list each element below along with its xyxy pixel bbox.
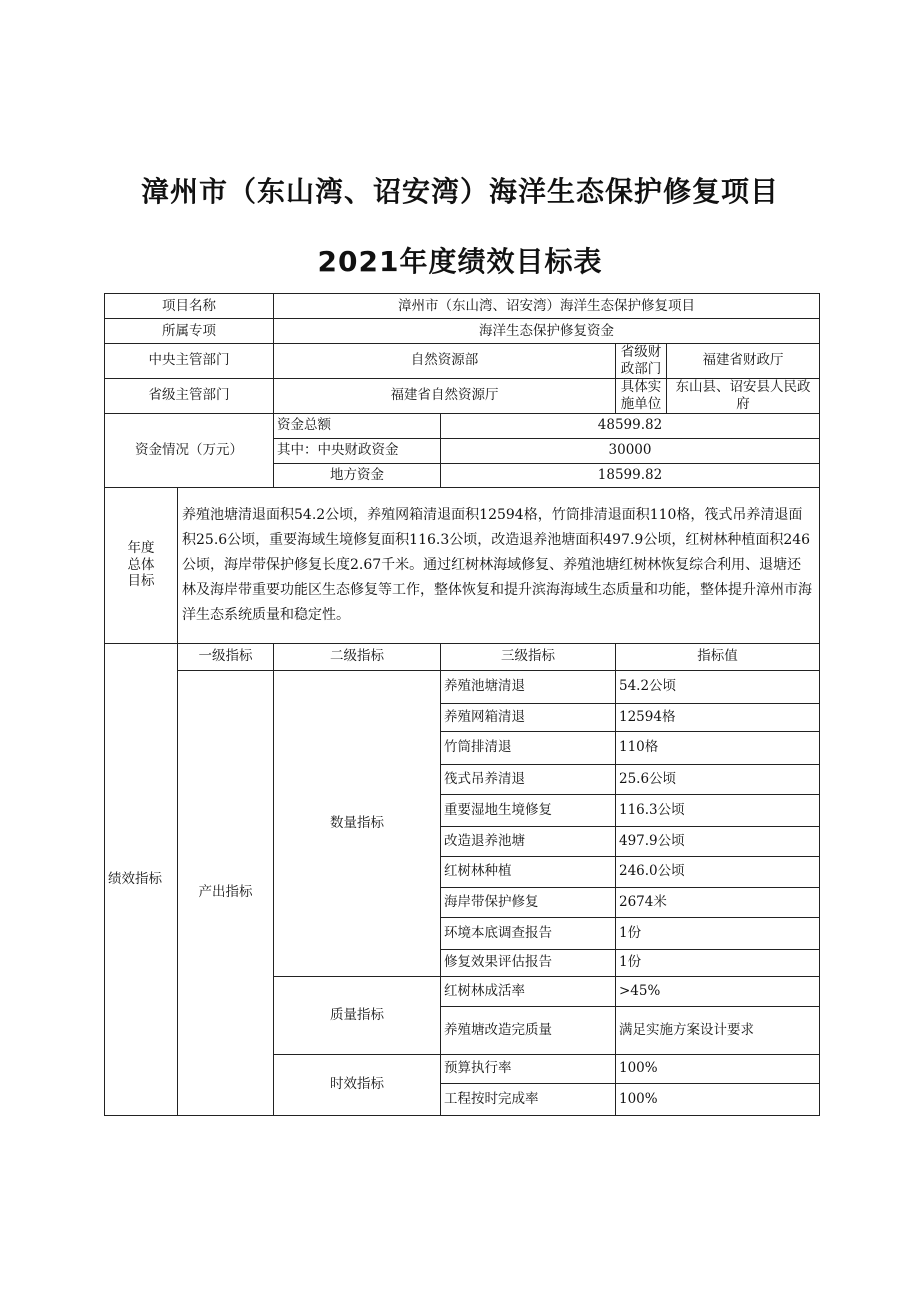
indicator-value: 54.2公顷 <box>616 670 820 703</box>
indicator-value: 1份 <box>616 917 820 949</box>
indicator-name: 环境本底调查报告 <box>441 917 616 949</box>
indicator-value: 25.6公顷 <box>616 764 820 794</box>
funds-central-label: 其中：中央财政资金 <box>274 438 441 463</box>
level2-quantity: 数量指标 <box>274 670 441 976</box>
indicator-value: 110格 <box>616 731 820 764</box>
funds-total-label: 资金总额 <box>274 413 441 438</box>
document-subtitle: 2021年度绩效目标表 <box>317 245 603 278</box>
level2-quality: 质量指标 <box>274 976 441 1054</box>
special-value: 海洋生态保护修复资金 <box>274 319 820 344</box>
special-label: 所属专项 <box>105 319 274 344</box>
level2-timeliness: 时效指标 <box>274 1054 441 1115</box>
indicator-value: 100% <box>616 1054 820 1083</box>
indicator-name: 养殖网箱清退 <box>441 703 616 731</box>
header-level2: 二级指标 <box>274 643 441 670</box>
perf-label: 绩效指标 <box>105 643 178 1115</box>
header-value: 指标值 <box>616 643 820 670</box>
document-title: 漳州市（东山湾、诏安湾）海洋生态保护修复项目 <box>140 175 779 208</box>
indicator-name: 改造退养池塘 <box>441 826 616 856</box>
impl-unit-label: 具体实施单位 <box>616 378 667 413</box>
prov-finance-label: 省级财政部门 <box>616 344 667 379</box>
impl-unit-value: 东山县、诏安县人民政府 <box>667 378 820 413</box>
central-dept-value: 自然资源部 <box>274 344 616 379</box>
indicator-name: 养殖塘改造完质量 <box>441 1006 616 1054</box>
indicator-name: 筏式吊养清退 <box>441 764 616 794</box>
indicator-name: 工程按时完成率 <box>441 1083 616 1115</box>
indicator-value: 1份 <box>616 949 820 976</box>
indicator-value: 12594格 <box>616 703 820 731</box>
indicator-value: 116.3公顷 <box>616 794 820 826</box>
indicator-name: 修复效果评估报告 <box>441 949 616 976</box>
indicator-value: 246.0公顷 <box>616 856 820 887</box>
indicator-value: 满足实施方案设计要求 <box>616 1006 820 1054</box>
project-name-value: 漳州市（东山湾、诏安湾）海洋生态保护修复项目 <box>274 294 820 319</box>
performance-table <box>104 293 819 1116</box>
annual-goal-text: 养殖池塘清退面积54.2公顷，养殖网箱清退面积12594格，竹筒排清退面积110格，筏式吊养清退面积25.6公顷，重要海域生境修复面积116.3公顷，改造退养池塘面积497.9公顷，红树林种植面积246公顷，海岸带保护修复长度2.67千米。通过红树林海域修复、养殖池塘红树林恢复综合利用、退塘还林及海岸带重要功能区生态修复等工作，整体恢复和提升滨海海域生态质量和功能，整体提升漳州市海洋生态系统质量和稳定性。 <box>178 487 820 643</box>
funds-total-value: 48599.82 <box>441 413 820 438</box>
indicator-name: 竹筒排清退 <box>441 731 616 764</box>
annual-goal-label: 年度总体目标 <box>105 487 178 643</box>
indicator-value: >45% <box>616 976 820 1006</box>
funds-label: 资金情况（万元） <box>105 413 274 487</box>
level1-output: 产出指标 <box>178 670 274 1115</box>
prov-finance-value: 福建省财政厅 <box>667 344 820 379</box>
indicator-name: 红树林种植 <box>441 856 616 887</box>
indicator-name: 养殖池塘清退 <box>441 670 616 703</box>
header-level1: 一级指标 <box>178 643 274 670</box>
prov-dept-value: 福建省自然资源厅 <box>274 378 616 413</box>
indicator-name: 红树林成活率 <box>441 976 616 1006</box>
indicator-value: 497.9公顷 <box>616 826 820 856</box>
prov-dept-label: 省级主管部门 <box>105 378 274 413</box>
indicator-name: 预算执行率 <box>441 1054 616 1083</box>
funds-local-label: 地方资金 <box>274 463 441 487</box>
funds-central-value: 30000 <box>441 438 820 463</box>
funds-local-value: 18599.82 <box>441 463 820 487</box>
indicator-name: 重要湿地生境修复 <box>441 794 616 826</box>
project-name-label: 项目名称 <box>105 294 274 319</box>
indicator-value: 2674米 <box>616 887 820 917</box>
central-dept-label: 中央主管部门 <box>105 344 274 379</box>
header-level3: 三级指标 <box>441 643 616 670</box>
indicator-name: 海岸带保护修复 <box>441 887 616 917</box>
indicator-value: 100% <box>616 1083 820 1115</box>
